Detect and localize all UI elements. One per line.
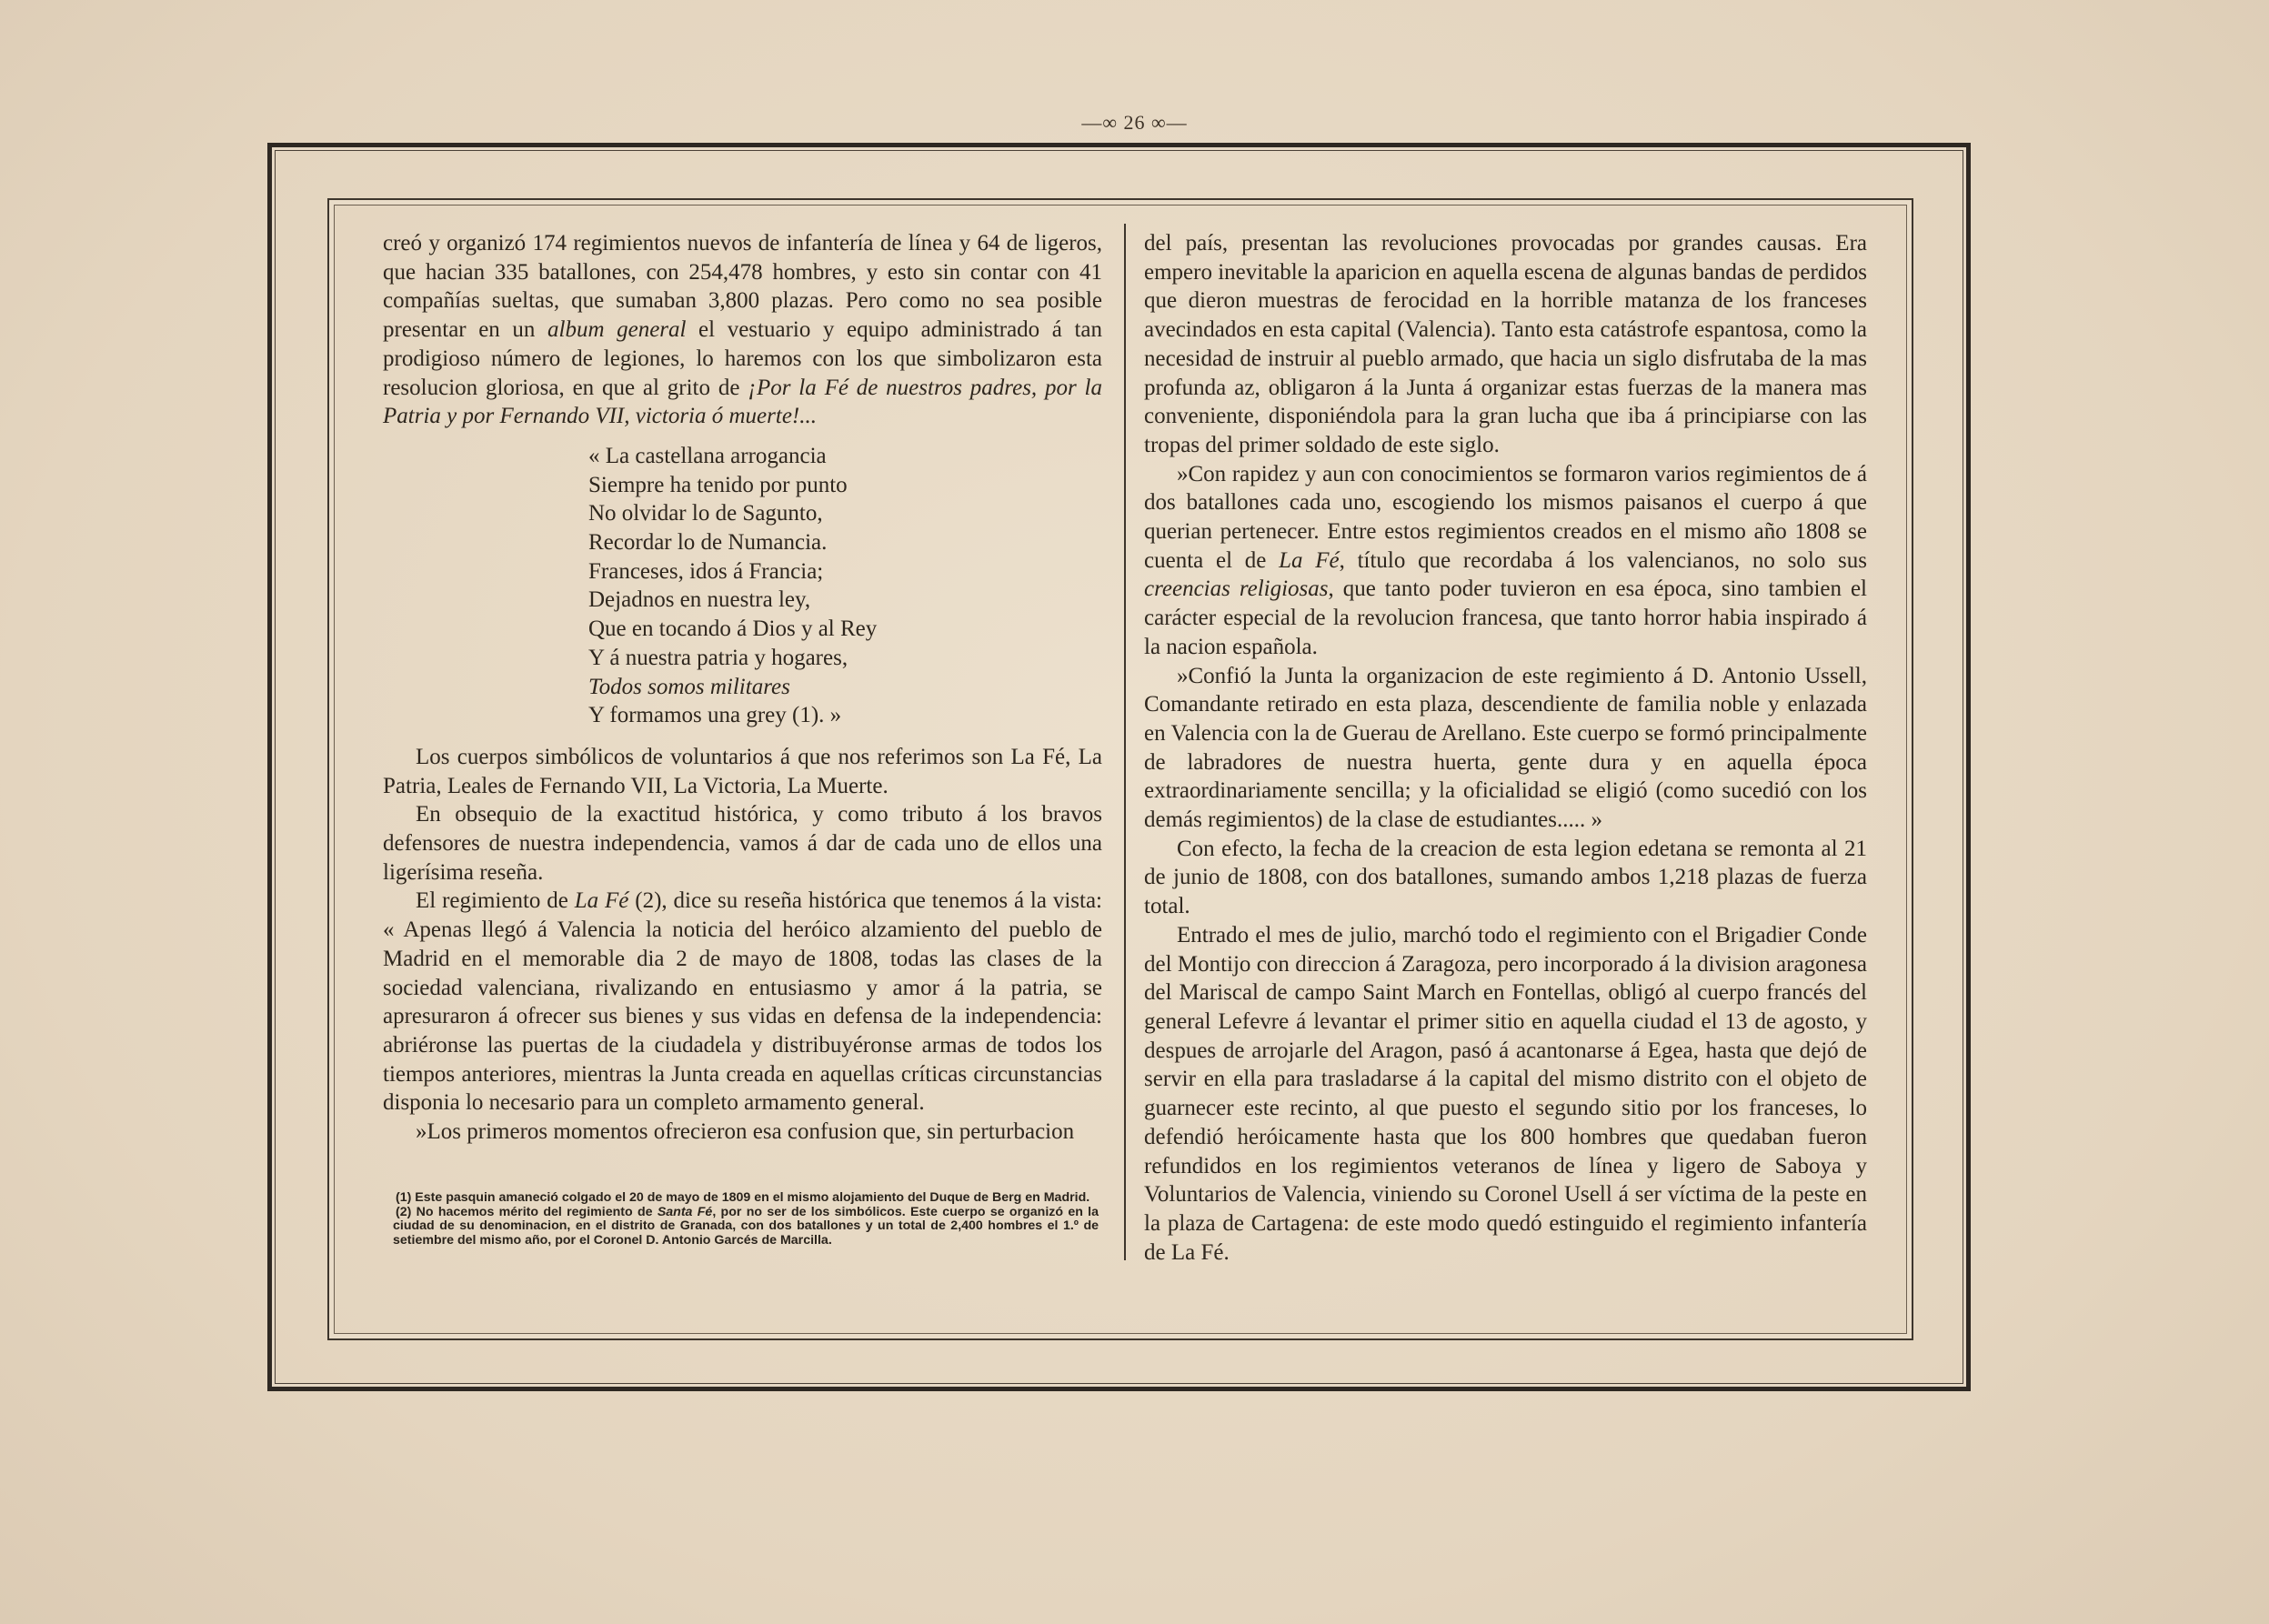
verse-block: [588, 442, 1102, 730]
paragraph: Entrado el mes de julio, marchó todo el regimiento con el Brigadier Conde del Montijo con direccion á Zaragoza, pero incorporado á la division aragonesa del Mariscal de campo Saint March en Fontellas, obligó al cuerpo francés del general Lefevre á levantar el primer sitio en aquella ciudad el 13 de agosto, y despues de arrojarle del Aragon, pasó á acantonarse á Egea, hasta que dejó de servir en ella para trasladarse á la capital del mismo distrito con el objeto de guarnecer este recinto, al que puesto el segundo sitio por los franceses, lo defendió heróicamente hasta que los 800 hombres que quedaban fueron refundidos en los regimientos veteranos de línea y ligero de Saboya y Voluntarios de Valencia, viniendo su Coronel Usell á ser víctima de la peste en la plaza de Cartagena: de este modo quedó estinguido el regimiento infantería de La Fé.: [1144, 922, 1867, 1265]
verse-line: « La castellana arrogancia: [588, 443, 827, 468]
text-run: , por no ser de los simbólicos. Este cuerpo se organizó en la ciudad de su denominacion, en el distrito de Granada, con dos batallones y un total de 2,400 hombres el 1.º de setiembre del mismo año, por el Coronel D. Antonio Garcés de Marcilla.: [393, 1204, 1099, 1248]
italic-text: ¡Por la Fé de nuestros padres, por la Patria y por Fernando VII, victoria ó muerte!...: [383, 375, 1102, 429]
paragraph: [383, 229, 1102, 431]
page-number: —∞ 26 ∞—: [1081, 111, 1188, 134]
column-divider: [1124, 224, 1126, 1260]
footnotes: [393, 1191, 1099, 1248]
verse-line-italic: Todos somos militares: [588, 674, 790, 699]
italic-text: creencias religiosas: [1144, 576, 1329, 602]
paragraph: del país, presentan las revoluciones provocadas por grandes causas. Era empero inevitable la aparicion en aquella escena de algunas bandas de perdidos que dieron muestras de ferocidad en la horrible matanza de los franceses avecindados en esta capital (Valencia). Tanto esta catástrofe espantosa, como la necesidad de instruir al pueblo armado, que hacia un siglo disfrutaba de la mas profunda az, obligaron á la Junta á organizar estas fuerzas de la manera mas conveniente, disponiéndola para la gran lucha que iba á principiarse con las tropas del primer soldado de este siglo.: [1144, 231, 1867, 457]
text-run: el vestuario y equipo administrado á tan prodigioso número de legiones, lo haremos con los que simbolizaron esta resolucion gloriosa, en que al grito de: [383, 317, 1103, 400]
text-run: , que tanto poder tuvieron en esa época, sino tambien el carácter especial de la revolucion francesa, que tanto horror habia inspirado á la nacion española.: [1144, 576, 1867, 659]
footnote-2: [393, 1206, 1099, 1248]
verse-line: Y á nuestra patria y hogares,: [588, 645, 848, 670]
text-run: (2), dice su reseña histórica que tenemos á la vista: « Apenas llegó á Valencia la noticia del heróico alzamiento del pueblo de Madrid en el memorable dia 2 de mayo de 1808, todas las clases de la sociedad valenciana, rivalizando en entusiasmo y amor á la patria, se apresuraron á ofrecer sus bienes y sus vidas en defensa de la independencia: abriéronse las puertas de la ciudadela y distribuyéronse armas de todos los tiempos anteriores, mientras la Junta creada en aquellas críticas circunstancias disponia lo necesario para un completo armamento general.: [383, 888, 1103, 1116]
footnote-1: (1) Este pasquin amaneció colgado el 20 de mayo de 1809 en el mismo alojamiento del Duque de Berg en Madrid.: [396, 1190, 1090, 1205]
italic-text: Santa Fé: [657, 1204, 713, 1219]
verse-line: Recordar lo de Numancia.: [588, 530, 828, 556]
italic-text: album general: [547, 317, 687, 343]
verse-line: Siempre ha tenido por punto: [588, 472, 848, 497]
right-text-column: [1144, 229, 1867, 1267]
verse-line: Dejadnos en nuestra ley,: [588, 587, 811, 613]
text-run: creó y organizó 174 regimientos nuevos de infantería de línea y 64 de ligeros, que hacian 335 batallones, con 254,478 hombres, y esto sin contar con 41 compañías sueltas, que sumaban 3,800 plazas. Pero como no sea posible presentar en un: [383, 231, 1102, 343]
text-run: , título que recordaba á los valencianos, no solo sus: [1339, 547, 1868, 573]
paragraph: »Confió la Junta la organizacion de este regimiento á D. Antonio Ussell, Comandante retirado en esta plaza, descendiente de familia noble y enlazada en Valencia con la de Guerau de Arellano. Este cuerpo se formó principalmente de labradores de nuestra huerta, gente dura y en aquella época extraordinariamente sencilla; y la oficialidad se eligió (como sucedió con los demás regimientos) de la clase de estudiantes..... »: [1144, 663, 1867, 833]
paragraph: »Los primeros momentos ofrecieron esa confusion que, sin perturbacion: [416, 1119, 1075, 1145]
verse-line: Que en tocando á Dios y al Rey: [588, 617, 878, 642]
italic-text: La Fé: [1279, 547, 1340, 573]
paragraph: [1144, 460, 1867, 662]
text-run: El regimiento de: [416, 888, 575, 914]
paragraph: Los cuerpos simbólicos de voluntarios á que nos referimos son La Fé, La Patria, Leales de Fernando VII, La Victoria, La Muerte.: [383, 744, 1102, 798]
italic-text: La Fé: [574, 888, 629, 914]
left-text-column: [383, 229, 1102, 1147]
paragraph: Con efecto, la fecha de la creacion de esta legion edetana se remonta al 21 de junio de 1808, con dos batallones, sumando ambos 1,218 plazas de fuerza total.: [1144, 836, 1867, 919]
paragraph: [383, 887, 1102, 1118]
verse-line: Franceses, idos á Francia;: [588, 558, 824, 584]
verse-line: Y formamos una grey (1). »: [588, 703, 842, 728]
text-run: »Con rapidez y aun con conocimientos se formaron varios regimientos de á dos batallones cada uno, escogiendo los mismos paisanos el cuerpo á que querian pertenecer. Entre estos regimientos creados en el mismo año 1808 se cuenta el de: [1144, 461, 1867, 573]
paragraph: En obsequio de la exactitud histórica, y como tributo á los bravos defensores de nuestra independencia, vamos á dar de cada uno de ellos una ligerísima reseña.: [383, 802, 1102, 885]
text-run: (2) No hacemos mérito del regimiento de: [396, 1204, 658, 1219]
verse-line: No olvidar lo de Sagunto,: [588, 501, 823, 526]
